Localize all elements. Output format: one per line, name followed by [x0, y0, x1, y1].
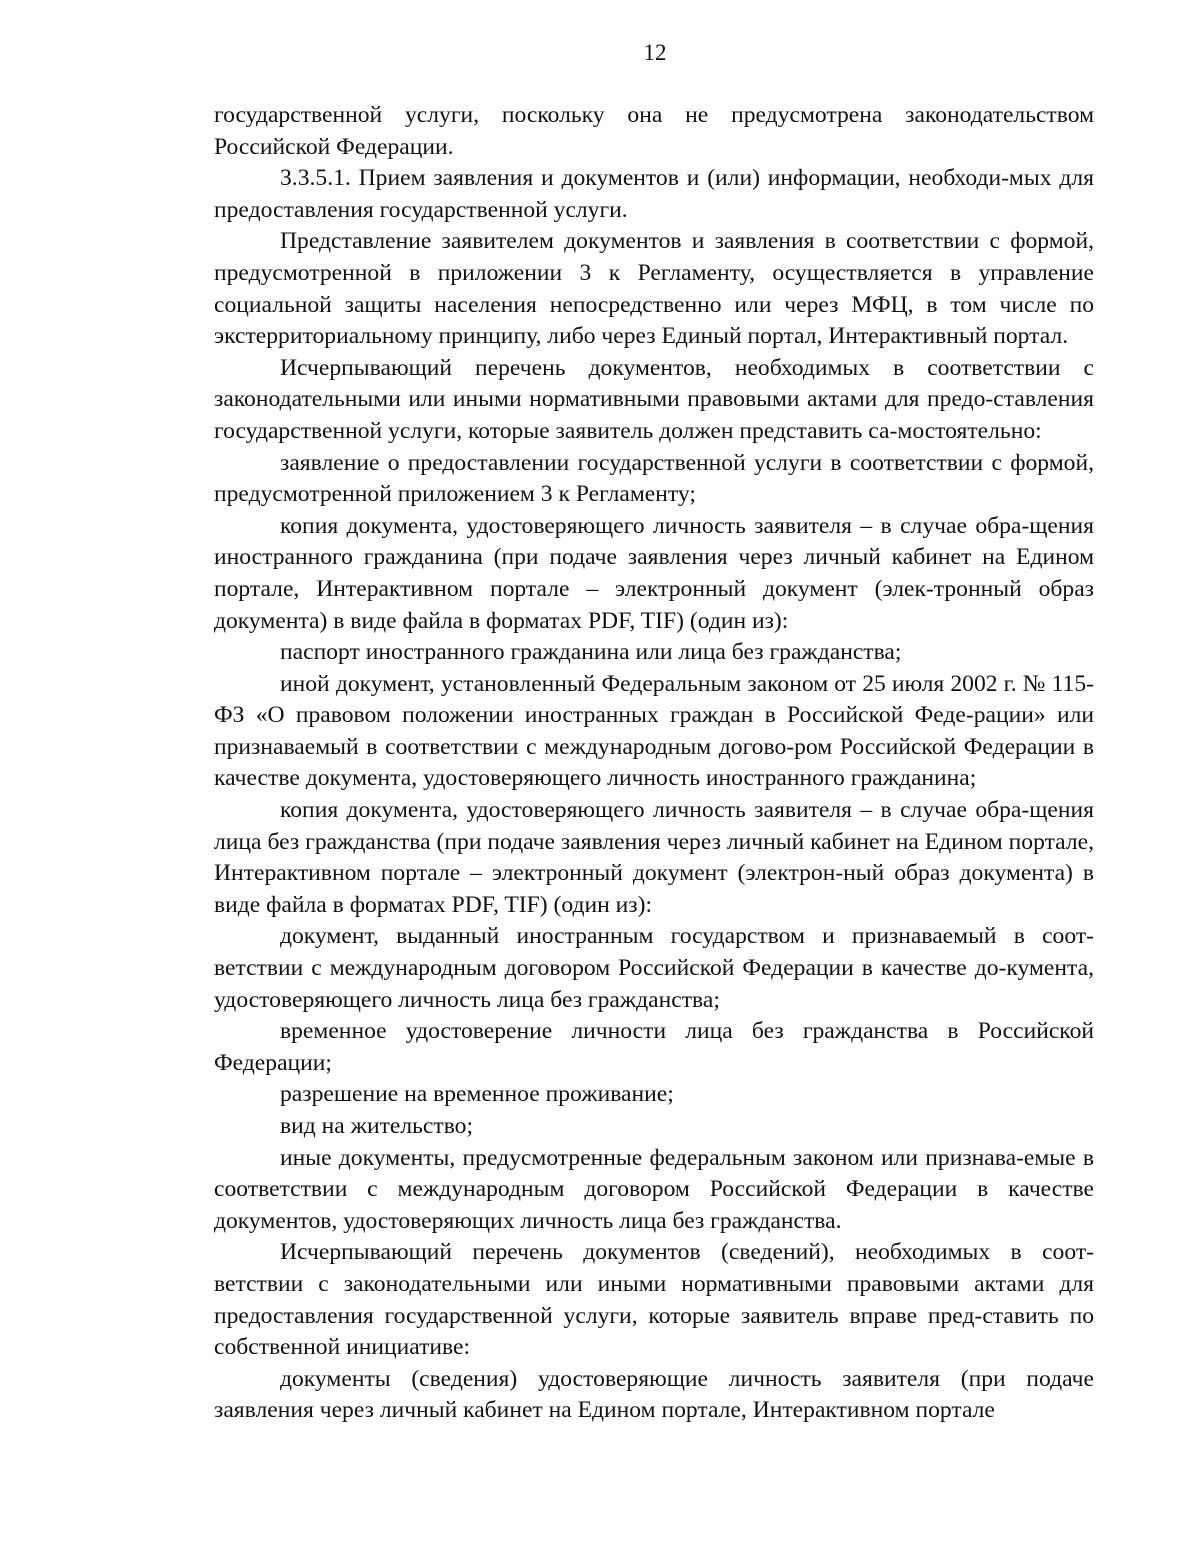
list-item: разрешение на временное проживание; — [280, 1081, 674, 1108]
page-number: 12 — [643, 40, 667, 65]
paragraph-section-heading: 3.3.5.1. Прием заявления и документов и (или) информации, необходи-мых для предоставления государственной услуги. — [214, 165, 1094, 223]
paragraph: Исчерпывающий перечень документов, необходимых в соответствии с законодательными или иными нормативными правовыми актами для предо-ставления государственной услуги, которые заявитель должен представить са-мостоятельно: — [214, 354, 1094, 444]
list-item: временное удостоверение личности лица без гражданства в Российской Федерации; — [214, 1018, 1094, 1076]
list-item: копия документа, удостоверяющего личность заявителя – в случае обра-щения иностранного гражданина (при подаче заявления через личный кабинет на Едином портале, Интерактивном портале – электронный документ (элек-тронный образ документа) в виде файла в форматах PDF, TIF) (один из): — [214, 512, 1094, 634]
list-item: копия документа, удостоверяющего личность заявителя – в случае обра-щения лица без гражданства (при подаче заявления через личный кабинет на Едином портале, Интерактивном портале – электронный документ (электрон-ный образ документа) в виде файла в форматах PDF, TIF) (один из): — [214, 797, 1094, 918]
list-item: документы (сведения) удостоверяющие личность заявителя (при подаче заявления через личный кабинет на Едином портале, Интерактивном портале — [214, 1365, 1094, 1424]
paragraph: Представление заявителем документов и заявления в соответствии с формой, предусмотренной в приложении 3 к Регламенту, осуществляется в управление социальной защиты населения непосредственно или через МФЦ, в том числе по экстерриториальному принципу, либо через Единый портал, Интерактивный портал. — [214, 228, 1094, 350]
list-item: заявление о предоставлении государственной услуги в соответствии с формой, предусмотренной приложением 3 к Регламенту; — [214, 449, 1094, 508]
list-item: вид на жительство; — [280, 1113, 474, 1139]
paragraph: Исчерпывающий перечень документов (сведений), необходимых в соот-ветствии с законодательными или иными нормативными правовыми актами для предоставления государственной услуги, которые заявитель вправе пред-ставить по собственной инициативе: — [214, 1239, 1094, 1361]
list-item: паспорт иностранного гражданина или лица без гражданства; — [280, 639, 902, 666]
list-item: иной документ, установленный Федеральным законом от 25 июля 2002 г. № 115-ФЗ «О правовом положении иностранных граждан в Российской Феде-рации» или признаваемый в соответствии с международным догово-ром Российской Федерации в качестве документа, удостоверяющего личность иностранного гражданина; — [214, 670, 1094, 792]
paragraph-continuation: государственной услуги, поскольку она не предусмотрена законодательством Российской Федерации. — [214, 102, 1094, 160]
list-item: документ, выданный иностранным государством и признаваемый в соот-ветствии с международным договором Российской Федерации в качестве до-кумента, удостоверяющего личность лица без гражданства; — [214, 923, 1094, 1013]
list-item: иные документы, предусмотренные федеральным законом или признава-емые в соответствии с международным договором Российской Федерации в качестве документов, удостоверяющих личность лица без гражданства. — [214, 1144, 1094, 1234]
document-body — [214, 100, 1094, 1427]
